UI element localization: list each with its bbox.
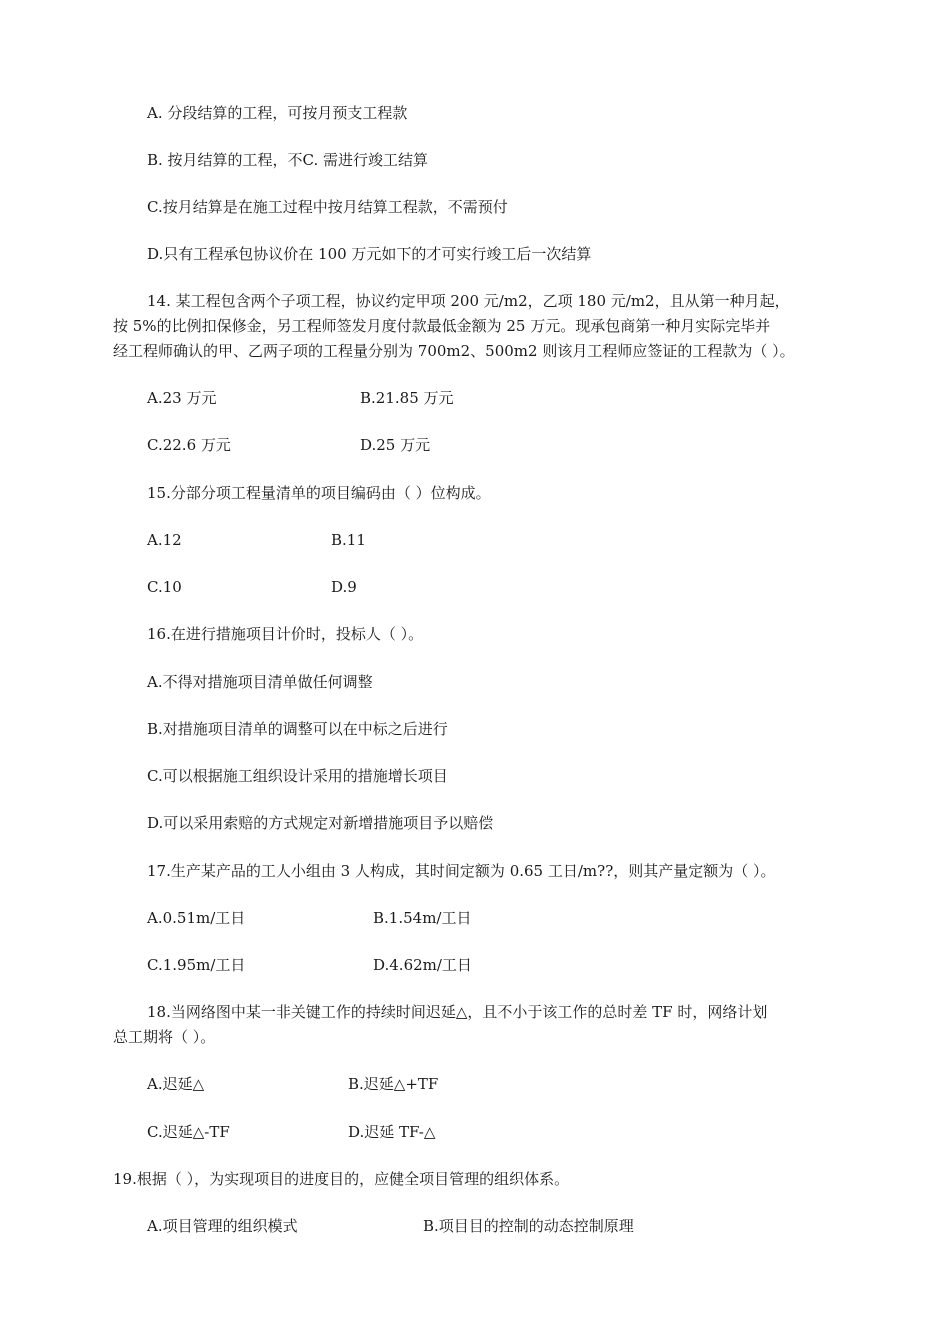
q16-option-c: C.可以根据施工组织设计采用的措施增长项目	[147, 767, 448, 785]
q16-option-a: A.不得对措施项目清单做任何调整	[147, 673, 373, 691]
q13-option-d: D.只有工程承包协议价在 100 万元如下的才可实行竣工后一次结算	[147, 245, 592, 263]
q16-option-d: D.可以采用索赔的方式规定对新增措施项目予以赔偿	[147, 814, 494, 832]
q17-stem: 17.生产某产品的工人小组由 3 人构成，其时间定额为 0.65 工日/m??，则其产量定额为（ ）。	[147, 862, 776, 880]
q19-option-a: A.项目管理的组织模式	[147, 1217, 298, 1235]
q13-option-a: A. 分段结算的工程，可按月预支工程款	[147, 104, 408, 122]
q13-option-c: C.按月结算是在施工过程中按月结算工程款，不需预付	[147, 198, 508, 216]
q15-option-b: B.11	[331, 531, 366, 549]
q15-option-d: D.9	[331, 578, 357, 596]
q17-option-d: D.4.62m/工日	[373, 956, 472, 974]
q17-option-c: C.1.95m/工日	[147, 956, 246, 974]
q18-option-c: C.迟延△-TF	[147, 1123, 230, 1141]
q15-stem: 15.分部分项工程量清单的项目编码由（ ）位构成。	[147, 484, 491, 502]
q15-option-c: C.10	[147, 578, 182, 596]
q19-stem: 19.根据（ ），为实现项目的进度目的，应健全项目管理的组织体系。	[113, 1170, 570, 1188]
q14-option-d: D.25 万元	[360, 436, 431, 454]
q18-option-d: D.迟延 TF-△	[348, 1123, 436, 1141]
q17-option-a: A.0.51m/工日	[147, 909, 246, 927]
q18-stem-line1: 18.当网络图中某一非关键工作的持续时间迟延△，且不小于该工作的总时差 TF 时，网络计划	[147, 1003, 768, 1021]
q13-option-b: B. 按月结算的工程，不C. 需进行竣工结算	[147, 151, 429, 169]
q19-option-b: B.项目目的控制的动态控制原理	[423, 1217, 634, 1235]
q18-option-a: A.迟延△	[147, 1075, 205, 1093]
q14-option-a: A.23 万元	[147, 389, 217, 407]
q14-stem-line1: 14. 某工程包含两个子项工程，协议约定甲项 200 元/m2，乙项 180 元/m2，且从第一种月起，	[147, 292, 790, 310]
q16-option-b: B.对措施项目清单的调整可以在中标之后进行	[147, 720, 448, 738]
q18-option-b: B.迟延△+TF	[348, 1075, 439, 1093]
q14-stem-line2: 按 5%的比例扣保修金，另工程师签发月度付款最低金额为 25 万元。现承包商第一种月实际完毕并	[113, 317, 771, 335]
q17-option-b: B.1.54m/工日	[373, 909, 472, 927]
q14-option-b: B.21.85 万元	[360, 389, 454, 407]
q15-option-a: A.12	[147, 531, 182, 549]
q14-option-c: C.22.6 万元	[147, 436, 231, 454]
q14-stem-line3: 经工程师确认的甲、乙两子项的工程量分别为 700m2、500m2 则该月工程师应签证的工程款为（ ）。	[113, 342, 795, 360]
q18-stem-line2: 总工期将（ ）。	[113, 1028, 216, 1046]
q16-stem: 16.在进行措施项目计价时，投标人（ ）。	[147, 625, 424, 643]
